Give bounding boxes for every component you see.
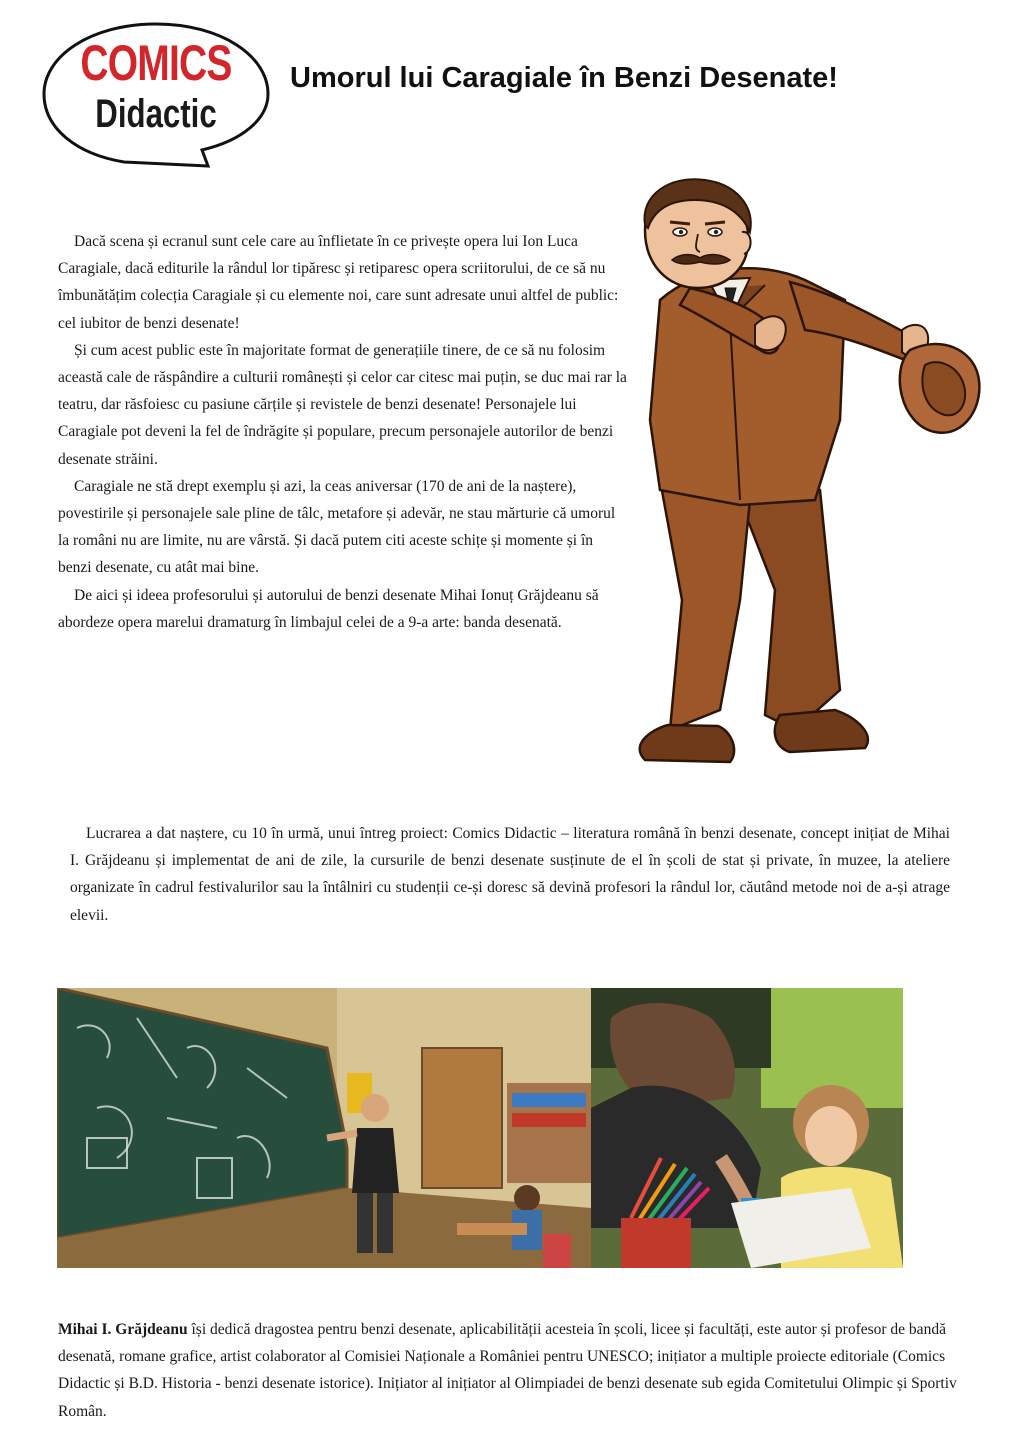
project-description xyxy=(70,820,950,929)
classroom-photo xyxy=(57,988,591,1268)
page-title: Umorul lui Caragiale în Benzi Desenate! xyxy=(290,62,838,94)
bio-paragraph xyxy=(58,1316,958,1425)
author-bio xyxy=(58,1316,958,1425)
project-paragraph: Lucrarea a dat naștere, cu 10 în urmă, unui întreg proiect: Comics Didactic – literatura română în benzi desenate, concept inițiat de Mihai I. Grăjdeanu și implementat de ani de zile, la cursurile de benzi desenate susținute de el în școli de stat și private, în muzee, la ateliere organizate în cadrul festivalurilor sau la întâlniri cu studenții ce-și doresc să devină profesori la rândul lor, căutând metode noi de a-și atrage elevii. xyxy=(70,825,950,924)
intro-paragraph-1: Dacă scena și ecranul sunt cele care au înflietate în ce privește opera lui Ion Luca Caragiale, dacă editurile la rândul lor tipăresc și retiparesc opera scriitorului, de ce să nu îmbunătățim colecția Caragiale și cu elemente noi, care sunt adresate unui altfel de public: cel iubitor de benzi desenate! xyxy=(58,233,619,332)
comics-didactic-logo xyxy=(36,16,276,181)
logo-didactic-text: Didactic xyxy=(95,92,217,136)
intro-paragraph-3: Caragiale ne stă drept exemplu și azi, la ceas aniversar (170 de ani de la naștere), povestirile și personajele sale pline de tâlc, metafore și adevăr, ne stau mărturie că umorul la români nu are limite, nu are vârstă. Și dacă putem citi aceste schițe și momente și în benzi desenate, cu atât mai bine. xyxy=(58,477,616,577)
intro-paragraph-2: Și cum acest public este în majoritate format de generațiile tinere, de ce să nu folosim această cale de răspândire a culturii românești și celor car citesc mai puțin, se duc mai rar la teatru, dar răsfoiesc cu pasiune cărțile și revistele de benzi desenate! Personajele lui Caragiale pot deveni la fel de îndrăgite și populare, precum personajele autorilor de benzi desenate străini. xyxy=(58,341,627,468)
bio-text: își dedică dragostea pentru benzi desenate, aplicabilității acesteia în școli, licee și facultăți, este autor și profesor de bandă desenată, romane grafice, artist colaborator al Comisiei Naționale a României pentru UNESCO; inițiator a multiple proiecte editoriale (Comics Didactic și B.D. Historia - benzi desenate istorice). Inițiator al inițiator al Olimpiadei de benzi desenate sub egida Comitetului Olimpic și Sportiv Român. xyxy=(58,1321,957,1420)
drawing-workshop-photo xyxy=(591,988,903,1268)
logo-comics-text: COMICS xyxy=(80,35,232,91)
intro-paragraph-4: De aici și ideea profesorului și autorului de benzi desenate Mihai Ionuț Grăjdeanu să abordeze opera marelui dramaturg în limbajul celei de a 9-a arte: banda desenată. xyxy=(58,586,599,631)
caragiale-character-illustration xyxy=(590,170,1010,790)
intro-text xyxy=(58,228,628,636)
author-name: Mihai I. Grăjdeanu xyxy=(58,1321,188,1338)
